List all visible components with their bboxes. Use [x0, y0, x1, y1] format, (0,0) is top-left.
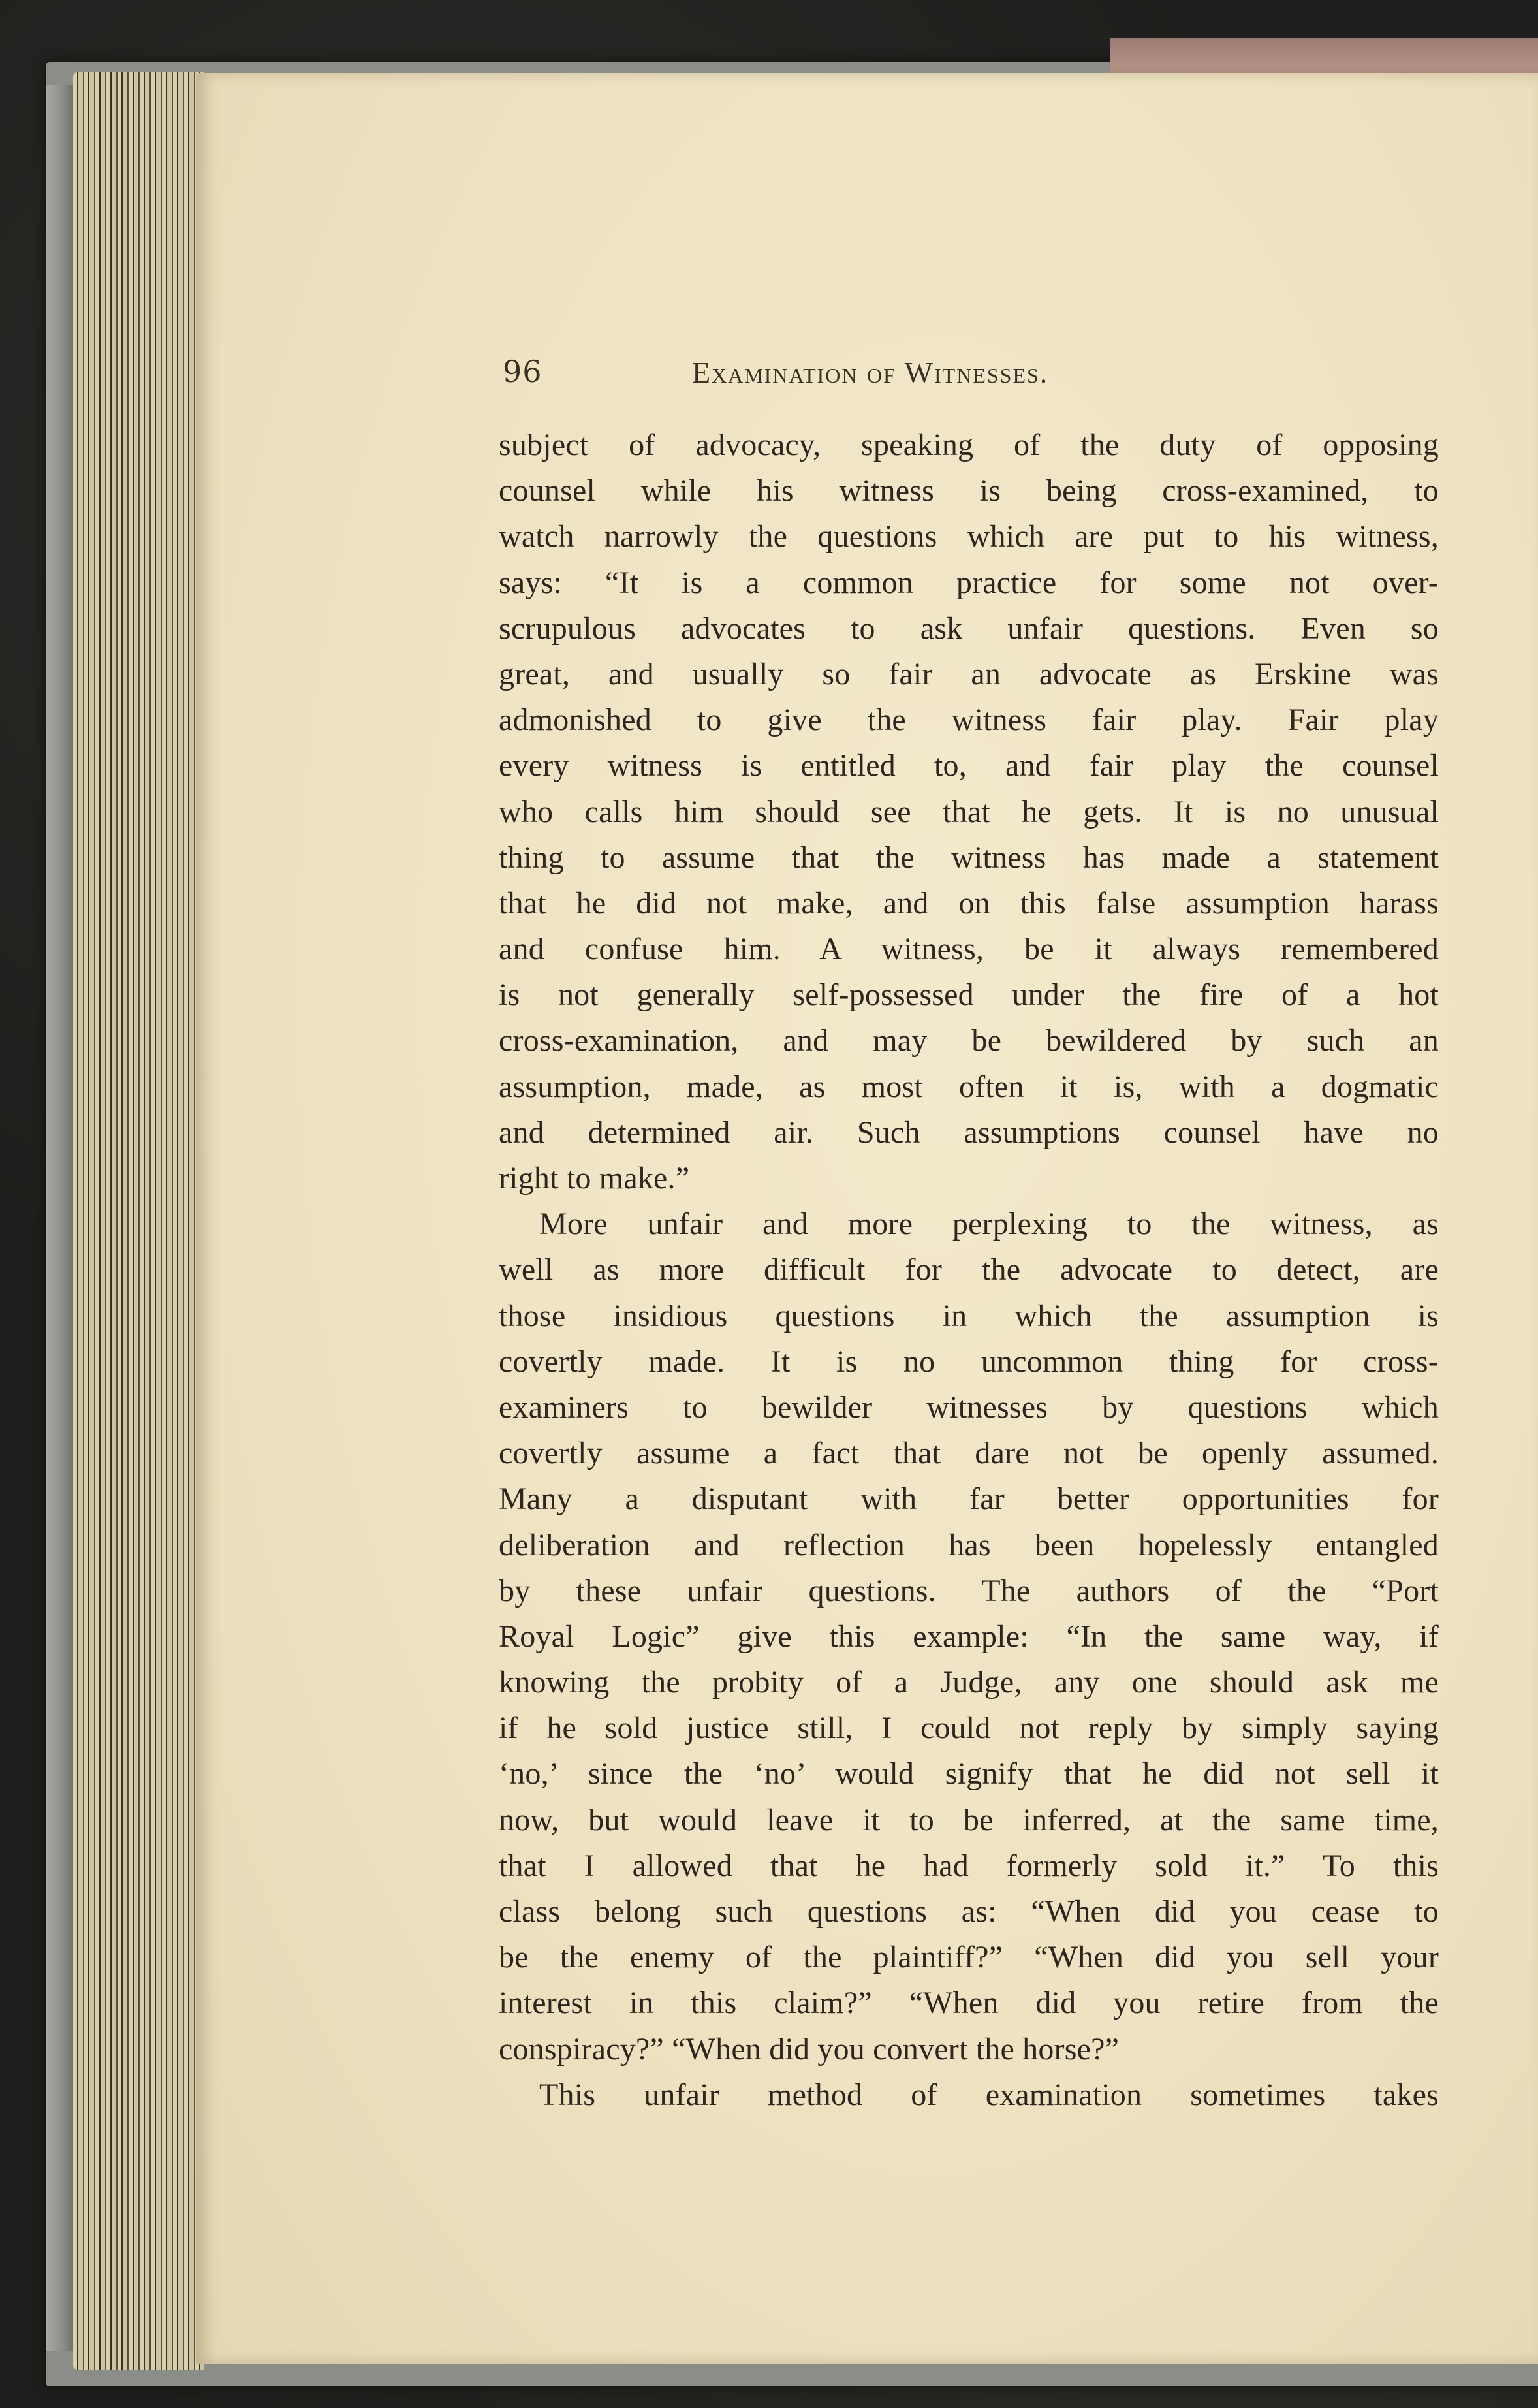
- text-line: More unfair and more perplexing to the witness, as: [539, 1207, 1439, 1242]
- text-line: great, and usually so fair an advocate as Erskine was: [499, 656, 1439, 691]
- text-line: covertly assume a fact that dare not be openly assumed.: [499, 1436, 1439, 1471]
- text-line: counsel while his witness is being cross-examined, to: [499, 473, 1439, 509]
- text-line: subject of advocacy, speaking of the duty of opposing: [499, 428, 1439, 462]
- body-text: [499, 422, 1439, 2118]
- text-line: by these unfair questions. The authors of the “Port: [499, 1573, 1439, 1608]
- page-stack-edges: [73, 72, 204, 2370]
- text-line: be the enemy of the plaintiff?” “When did you sell your: [499, 1940, 1439, 1975]
- text-line: that I allowed that he had formerly sold it.” To this: [499, 1848, 1439, 1883]
- text-line: and confuse him. A witness, be it always remembered: [499, 932, 1439, 967]
- text-line: right to make.”: [499, 1161, 690, 1196]
- text-line: ‘no,’ since the ‘no’ would signify that he did not sell it: [499, 1756, 1439, 1792]
- text-line: is not generally self-possessed under the fire of a hot: [499, 977, 1439, 1013]
- running-head-title: Examination of Witnesses.: [692, 356, 1049, 389]
- text-line: Royal Logic” give this example: “In the same way, if: [499, 1619, 1439, 1654]
- text-line: that he did not make, and on this false assumption harass: [499, 885, 1439, 921]
- text-line: those insidious questions in which the assumption is: [499, 1298, 1439, 1333]
- book-cover-left-edge: [46, 85, 73, 2351]
- text-line: well as more difficult for the advocate to detect, are: [499, 1252, 1439, 1288]
- text-line: every witness is entitled to, and fair play the counsel: [499, 748, 1439, 784]
- text-line: watch narrowly the questions which are put to his witness,: [499, 519, 1439, 554]
- text-line: knowing the probity of a Judge, any one should ask me: [499, 1665, 1439, 1700]
- text-line: conspiracy?” “When did you convert the horse?”: [499, 2031, 1120, 2067]
- text-line: deliberation and reflection has been hopelessly entangled: [499, 1527, 1439, 1562]
- text-line: examiners to bewilder witnesses by questions which: [499, 1389, 1439, 1425]
- text-line: who calls him should see that he gets. It is no unusual: [499, 794, 1439, 829]
- text-line: This unfair method of examination sometimes takes: [539, 2077, 1439, 2112]
- text-line: says: “It is a common practice for some not over-: [499, 565, 1439, 600]
- text-line: covertly made. It is no uncommon thing for cross-: [499, 1344, 1439, 1379]
- page-number: 96: [503, 354, 542, 389]
- book-page: [196, 73, 1538, 2364]
- text-line: thing to assume that the witness has made a statement: [499, 840, 1439, 875]
- running-head: [503, 354, 1538, 400]
- text-line: if he sold justice still, I could not reply by simply saying: [499, 1711, 1439, 1746]
- text-line: Many a disputant with far better opportunities for: [499, 1481, 1439, 1517]
- text-line: class belong such questions as: “When did you cease to: [499, 1894, 1439, 1929]
- text-line: scrupulous advocates to ask unfair questions. Even so: [499, 610, 1439, 646]
- text-line: interest in this claim?” “When did you retire from the: [499, 1986, 1439, 2021]
- text-line: now, but would leave it to be inferred, at the same time,: [499, 1802, 1439, 1837]
- text-line: admonished to give the witness fair play. Fair play: [499, 703, 1439, 738]
- text-line: and determined air. Such assumptions counsel have no: [499, 1115, 1439, 1150]
- text-line: cross-examination, and may be bewildered by such an: [499, 1023, 1439, 1058]
- text-line: assumption, made, as most often it is, with a dogmatic: [499, 1069, 1439, 1104]
